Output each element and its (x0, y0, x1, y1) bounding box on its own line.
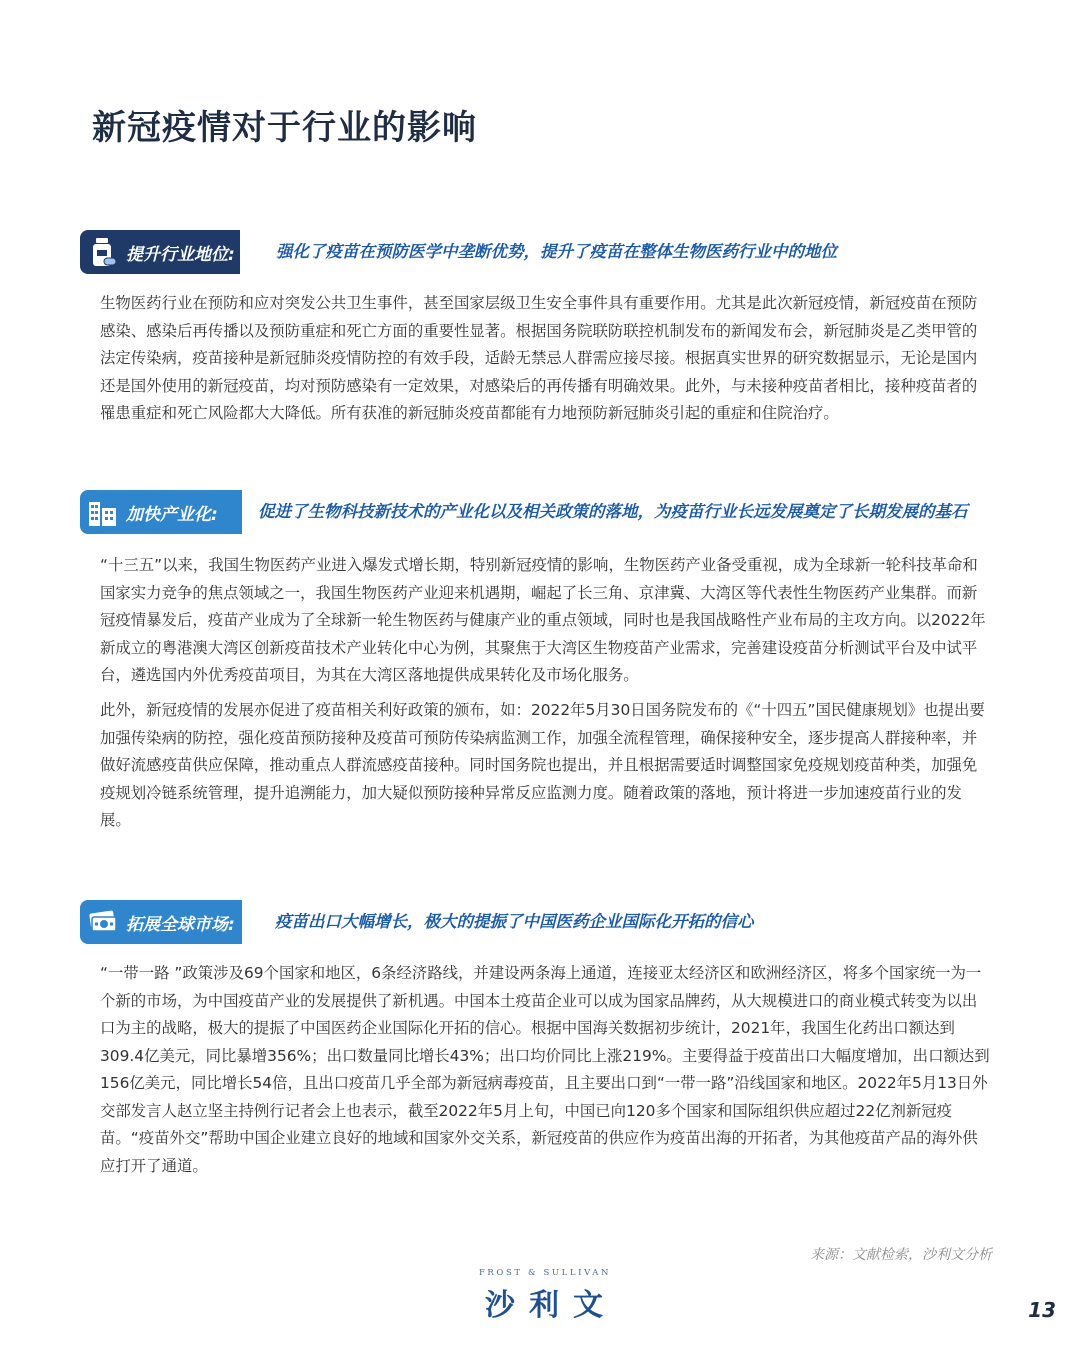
section-label: 拓展全球市场: (126, 914, 235, 935)
section-paragraph: 生物医药行业在预防和应对突发公共卫生事件，甚至国家层级卫生安全事件具有重要作用。尤其是此次新冠疫情，新冠疫苗在预防感染、感染后再传播以及预防重症和死亡方面的重要性显著。根据国务院联防联控机制发布的新闻发布会，新冠肺炎是乙类甲管的法定传染病，疫苗接种是新冠肺炎疫情防控的有效手段，适龄无禁忌人群需应接尽接。根据真实世界的研究数据显示，无论是国内还是国外使用的新冠疫苗，均对预防感染有一定效果，对感染后的再传播有明确效果。此外，与未接种疫苗者相比，接种疫苗者的罹患重症和死亡风险都大大降低。所有获准的新冠肺炎疫苗都能有力地预防新冠肺炎引起的重症和住院治疗。 (100, 294, 978, 422)
section-header-global-market (80, 900, 1060, 944)
medicine-bottle-icon (86, 235, 120, 269)
section-header-industry-status (80, 230, 1060, 274)
section-subtitle: 疫苗出口大幅增长，极大的提振了中国医药企业国际化开拓的信心 (275, 912, 754, 931)
section-label: 提升行业地位: (126, 244, 235, 265)
section-paragraph: “十三五”以来，我国生物医药产业进入爆发式增长期，特别新冠疫情的影响，生物医药产业备受重视，成为全球新一轮科技革命和国家实力竞争的焦点领域之一，我国生物医药产业迎来机遇期，崛起了长三角、京津冀、大湾区等代表性生物医药产业集群。而新冠疫情暴发后，疫苗产业成为了全球新一轮生物医药与健康产业的重点领域，同时也是我国战略性产业布局的主攻方向。以2022年新成立的粤港澳大湾区创新疫苗技术产业转化中心为例，其聚焦于大湾区生物疫苗产业需求，完善建设疫苗分析测试平台及中试平台，遴选国内外优秀疫苗项目，为其在大湾区落地提供成果转化及市场化服务。 (100, 556, 986, 684)
section-subtitle: 促进了生物科技新技术的产业化以及相关政策的落地，为疫苗行业长远发展奠定了长期发展的基石 (258, 502, 968, 521)
frost-sullivan-logo (470, 1268, 620, 1324)
section-badge (80, 230, 240, 274)
section-paragraph: 此外，新冠疫情的发展亦促进了疫苗相关利好政策的颁布，如：2022年5月30日国务院发布的《“十四五”国民健康规划》也提出要加强传染病的防控，强化疫苗预防接种及疫苗可预防传染病监测工作，加强全流程管理，确保接种安全，逐步提高人群接种率，并做好流感疫苗供应保障，推动重点人群流感疫苗接种。同时国务院也提出，并且根据需要适时调整国家免疫规划疫苗种类，加强免疫规划冷链系统管理，提升追溯能力，加大疑似预防接种异常反应监测力度。随着政策的落地，预计将进一步加速疫苗行业的发展。 (100, 701, 985, 829)
section-subtitle: 强化了疫苗在预防医学中垄断优势，提升了疫苗在整体生物医药行业中的地位 (276, 242, 837, 261)
section-badge (80, 490, 242, 534)
section-header-industrialization (80, 490, 1060, 534)
section-badge (80, 900, 242, 944)
page-title: 新冠疫情对于行业的影响 (92, 108, 477, 148)
section-paragraph: “一带一路 ”政策涉及69个国家和地区，6条经济路线，并建设两条海上通道，连接亚太经济区和欧洲经济区，将多个国家统一为一个新的市场，为中国疫苗产业的发展提供了新机遇。中国本土疫苗企业可以成为国家品牌药，从大规模进口的商业模式转变为以出口为主的战略，极大的提振了中国医药企业国际化开拓的信心。根据中国海关数据初步统计，2021年，我国生化药出口额达到309.4亿美元，同比暴增356%；出口数量同比增长43%；出口均价同比上涨219%。主要得益于疫苗出口大幅度增加，出口额达到156亿美元，同比增长54倍，且出口疫苗几乎全部为新冠病毒疫苗，且主要出口到“一带一路”沿线国家和地区。2022年5月13日外交部发言人赵立坚主持例行记者会上也表示，截至2022年5月上旬，中国已向120多个国家和国际组织供应超过22亿剂新冠疫苗。“疫苗外交”帮助中国企业建立良好的地域和国家外交关系，新冠疫苗的供应作为疫苗出海的开拓者，为其他疫苗产品的海外供应打开了通道。 (100, 964, 990, 1175)
logo-top-text: FROST & SULLIVAN (478, 1268, 612, 1278)
money-icon (86, 905, 120, 939)
logo-main-text: 沙利文 (485, 1288, 617, 1323)
source-note: 来源：文献检索，沙利文分析 (810, 1247, 992, 1263)
section-label: 加快产业化: (126, 504, 218, 525)
buildings-icon (86, 495, 120, 529)
page-number: 13 (1028, 1298, 1056, 1322)
